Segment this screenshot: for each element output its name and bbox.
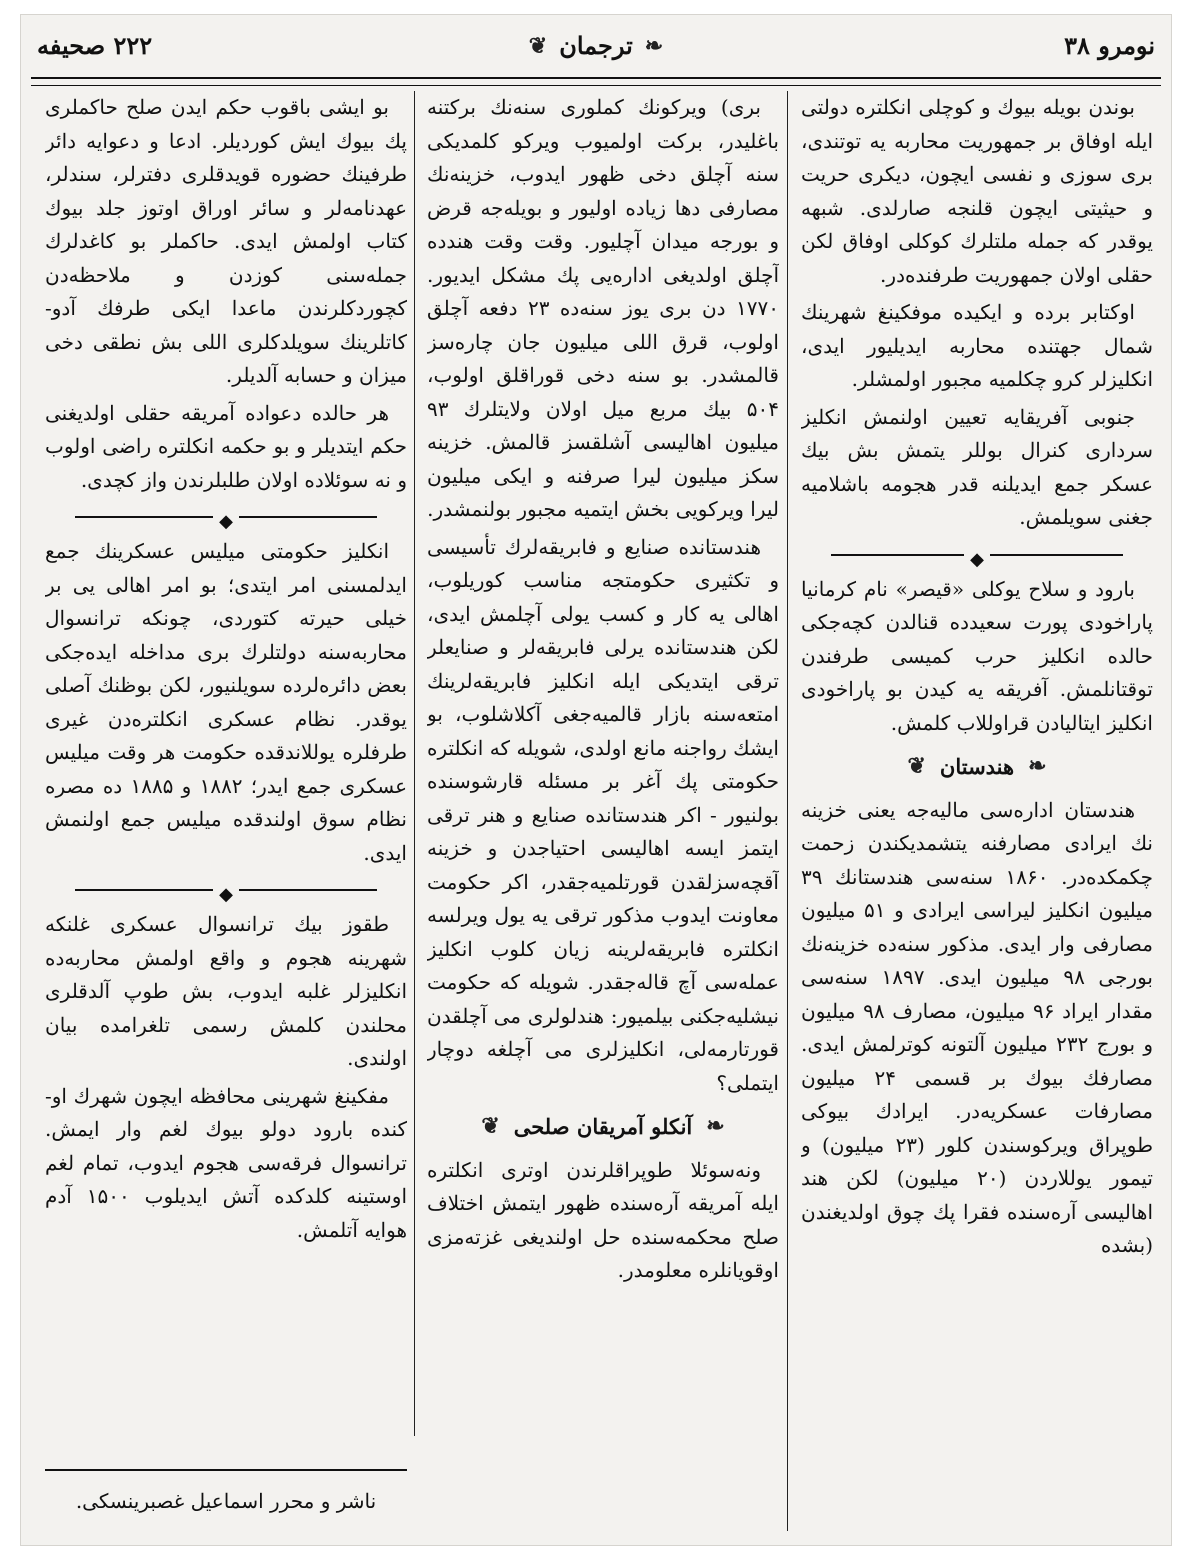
- header-rule: [31, 77, 1161, 86]
- paragraph: بو ايشى باقوب حكم ايدن صلح حاكملرى پك بيوك ايش كورديلر. ادعا و دعوايه دائر طرفينك حضوره قويدقلرى دفترلر، سندلر، عهدنامەلر و سائر اوراق اوتوز جلد بيوك كتاب اولمش ايدى. حاكملر بو كاغدلرك جملەسنى كوزدن و ملاحظەدن كچوردكلرندن ماعدا ايكى طرفك آدو- كاتلرينك سويلدكلرى اللى بش نطقى دخى ميزان و حسابه آلديلر.: [45, 95, 407, 387]
- paragraph: هندستانده صنايع و فابريقەلرك تأسيسى و تكثيرى حكومتجه مناسب كوريلوب، اهالى يه كار و كسب يولى آچلمش ايدى، لكن هندستانده يرلى فابريقەلر و صنايعلر ترقى ايتديكى ايله انكليز فابريقەلرينك امتعەسنه بازار قالميەجغى آكلاشلوب، بو ايشك رواجنه مانع اولدى، شويله كه انكلتره حكومتى پك آغر بر مسئله قارشوسنده بولنيور - اكر هندستانده صنايع و هنر ترقى ايتمز ايسه اهاليسى احتياجدن و خزينه آقچەسزلقدن قورتلميەجقدر، اكر حكومت معاونت ايدوب مذكور ترقى يه يول ويرلسه انكلتره فابريقەلرينه زيان كلوب انكليز عملەسى آچ قالەجقدر. شويله كه حكومت نيشليەجكنى بيلميور: هندلولرى مى آچلقدن قورتارمەلى، انكليزلرى مى آچلغه دوچار ايتملى؟: [427, 534, 779, 1095]
- column-middle: [427, 91, 779, 1531]
- publisher-line: ناشر و محرر اسماعيل غصبرينسكى.: [75, 1489, 377, 1513]
- paragraph: بارود و سلاح يوكلى «قيصر» نام كرمانيا پاراخودى پورت سعيدده قنالدن كچەجكى حالده انكليز حرب كميسى طرفندن توقتانلمش. آفريقه يه كيدن بو پاراخودى انكليز ايتاليادن قراوللاب كلمش.: [801, 576, 1153, 735]
- columns: [33, 91, 1159, 1531]
- diamond-icon: ◆: [213, 511, 239, 532]
- paragraph: مفكينغ شهرينى محافظه ايچون شهرك او- كنده بارود دولو بيوك لغم وار ايمش. ترانسوال فرقەسى هجوم ايدوب، تمام لغم اوستينه كلدكده آتش ايديلوب ۱۵۰۰ آدم هوايه آتلمش.: [45, 1083, 407, 1242]
- issue-number: نومرو ۳۸: [1064, 31, 1155, 60]
- flourish-icon: ❦: [481, 1113, 500, 1139]
- flourish-icon: ❦: [907, 753, 926, 779]
- section-heading: [427, 1110, 779, 1144]
- footer-rule: [45, 1469, 407, 1471]
- paragraph: بوندن بويله بيوك و كوچلى انكلتره دولتى ايله اوفاق بر جمهوريت محاربه يه توتندى، برى سوزى و نفسى ايچون، ديكرى حريت و حيثيتى ايچون قلنجه صارلدى. شبهه يوقدر كه جمله ملتلرك كوكلى اوفاق لكن حقلى اولان جمهوريت طرفندەدر.: [801, 95, 1153, 287]
- flourish-icon: ❧: [644, 32, 664, 59]
- flourish-icon: ❧: [706, 1113, 725, 1139]
- section-separator: [45, 878, 407, 905]
- flourish-icon: ❧: [1028, 753, 1047, 779]
- paragraph: هر حالده دعواده آمريقه حقلى اولديغنى حكم ايتديلر و بو حكمه انكلتره راضى اولوب و نه سوئلاده اولان طلبلرندن واز كچدى.: [45, 400, 407, 492]
- paragraph: انكليز حكومتى ميليس عسكرينك جمع ايدلمسنى امر ايتدى؛ بو امر اهالى يى بر خيلى حيرته كتوردى، چونكه ترانسوال محاربەسنه دولتلرك برى مداخله ايدەجكى بعض دائرەلرده سويلنيور، لكن بوظنك آصلى يوقدر. نظام عسكرى انكلترەدن غيرى طرفلره يوللاندقده حكومت هر وقت ميليس عسكرى جمع ايدر؛ ۱۸۸۲ و ۱۸۸۵ ده مصره نظام سوق اولندقده ميليس جمع اولنمش ايدى.: [45, 539, 407, 865]
- page-number: ۲۲۲ صحيفه: [37, 31, 153, 60]
- paragraph: ونەسوئلا طوپراقلرندن اوترى انكلتره ايله آمريقه آرەسنده ظهور ايتمش اختلاف صلح محكمەسنده حل اولنديغى غزتەمزى اوقويانلره معلومدر.: [427, 1157, 779, 1282]
- diamond-icon: ◆: [964, 549, 990, 570]
- newspaper-page: [20, 14, 1172, 1546]
- paragraph: هندستان ادارەسى ماليەجه يعنى خزينه نك ايرادى مصارفنه يتشمديكندن زحمت چكمكدەدر. ۱۸۶۰ سنەسى هندستانك ۳۹ ميليون انكليز ليراسى ايرادى و ۵۱ ميليون مصارفى وار ايدى. مذكور سنەده خزينەنك بورجى ۹۸ ميليون ايدى. ۱۸۹۷ سنەسى مقدار ايراد ۹۶ ميليون، مصارف ۹۸ ميليون و بورج ۲۳۲ ميليون آلتونه كوترلمش ايدى. مصارفك بيوك بر قسمى ۲۴ ميليون مصارفات عسكريەدر. ايرادك بيوكى طوپراق ويركوسندن كلور (۲۳ ميليون) و تيمور يوللاردن (۲۰ ميليون) لكن هند اهالیسى آرەسنده فقرا پك چوق اولديغندن (بشده: [801, 797, 1153, 1257]
- section-separator: [801, 543, 1153, 570]
- paragraph: اوكتابر برده و ايكيده موفكينغ شهرينك شمال جهتنده محاربه ايديليور ايدى، انكليزلر كرو چكلميه مجبور اولمشلر.: [801, 300, 1153, 391]
- paragraph: برى) ويركونك كملورى سنەنك بركتنه باغليدر، بركت اولميوب ويركو كلمديكى سنه آچلق دخى ظهور ايدوب، خزينەنك مصارفى دها زياده اوليور و بويلەجه قرض و بورجه ميدان آچليور. وقت وقت هندده آچلق اولديغى ادارەيى پك مشكل ايديور. ۱۷۷۰ دن برى يوز سنەده ۲۳ دفعه آچلق اولوب، قرق اللى ميليون جان چارەسز قالمشدر. بو سنه دخى قوراقلق اولوب، ۵۰۴ بيك مربع ميل اولان ولايتلرك ۹۳ ميليون اهاليسى آشلقسز قالمش. خزينه سكز ميليون ليرا صرفنه و ايكى ميليون ليرا ويركويى بخش ايتميه مجبور بولنمشدر.: [427, 95, 779, 521]
- masthead: [529, 31, 663, 60]
- column-left: [45, 91, 407, 1531]
- section-heading: [801, 750, 1153, 784]
- heading-text: هندستان: [939, 754, 1015, 779]
- flourish-icon: ❦: [528, 32, 548, 59]
- section-separator: [45, 505, 407, 532]
- page-header: [31, 25, 1161, 77]
- paragraph: طقوز بيك ترانسوال عسكرى غلنكه شهرينه هجوم و واقع اولمش محاربەده انكليزلر غلبه ايدوب، بش طوپ آلدقلرى محلندن كلمش رسمى تلغرامده بيان اولندى.: [45, 912, 407, 1070]
- column-divider: [414, 91, 415, 1436]
- column-right: [801, 91, 1153, 1531]
- diamond-icon: ◆: [213, 884, 239, 905]
- column-divider: [787, 91, 788, 1531]
- heading-text: آنكلو آمريقان صلحى: [513, 1114, 693, 1139]
- paragraph: جنوبى آفريقايه تعيين اولنمش انكليز سردارى كنرال بوللر يتمش بش بيك عسكر جمع ايديلنه قدر هجومه باشلاميه جغنى سويلمش.: [801, 404, 1153, 529]
- paper-title: ترجمان: [559, 31, 633, 60]
